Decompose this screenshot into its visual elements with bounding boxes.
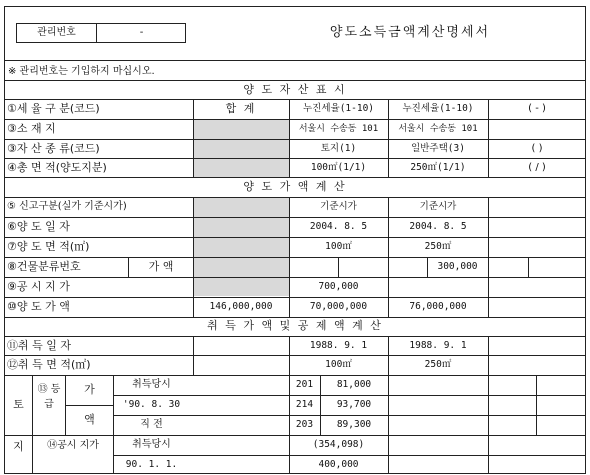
row-acq-date-c1: 1988. 9. 1: [309, 340, 368, 351]
grade-code-2: 214: [295, 399, 314, 410]
grade-value-1: 81,000: [336, 379, 372, 390]
row-transfer-area-c1: 100㎡: [325, 241, 352, 252]
section-acquisition-title: 취 득 가 액 및 공 제 액 계 산: [207, 319, 383, 332]
row-acq-area-label: ⑫취 득 면 적(㎡): [7, 358, 91, 371]
row-tax-rate-total: 합 계: [225, 102, 257, 115]
row-total-area-c3: ( / ): [528, 162, 546, 173]
public-price-v2: 400,000: [318, 459, 359, 470]
row-report-type-c2: 기준시가: [419, 201, 457, 212]
section-transfer-title: 양 도 가 액 계 산: [243, 180, 347, 193]
row-location-c2: 서울시 수송동 101: [398, 124, 478, 134]
row-transfer-price-c2: 76,000,000: [409, 301, 467, 312]
note: ※ 관리번호는 기입하지 마십시오.: [8, 66, 155, 77]
land-label-bottom: 지: [13, 440, 24, 453]
row-tax-rate-c1: 누진세율(1-10): [302, 103, 375, 114]
grade-aek: 액: [84, 413, 95, 426]
row-transfer-date-c1: 2004. 8. 5: [309, 221, 368, 232]
row-total-area-c1: 100㎡(1/1): [310, 162, 367, 173]
row-acq-date-label: ⑪취 득 일 자: [7, 339, 71, 352]
row-asset-type-c2: 일반주택(3): [411, 143, 465, 154]
grade-acq-when: 취득당시: [132, 379, 171, 390]
row-tax-rate-label: ①세 율 구 분(코드): [7, 102, 100, 115]
row-transfer-price-total: 146,000,000: [209, 301, 273, 312]
row-acq-area-c2: 250㎡: [424, 359, 452, 370]
public-acq-when: 취득당시: [132, 439, 171, 450]
grade-ga: 가: [84, 383, 95, 396]
row-transfer-date-c2: 2004. 8. 5: [409, 221, 467, 232]
row-asset-type-label: ③자 산 종 류(코드): [7, 142, 100, 155]
land-label-top: 토: [13, 398, 24, 411]
row-acq-area-c1: 100㎡: [325, 359, 352, 370]
row-location-label: ③소 재 지: [7, 122, 56, 135]
row-asset-type-c3: ( ): [531, 143, 543, 154]
grade-value-3: 89,300: [336, 419, 372, 430]
row-location-c1: 서울시 수송동 101: [298, 124, 379, 134]
grade-code-3: 203: [295, 419, 314, 430]
grade-label: ⑬ 등 급: [37, 384, 61, 410]
form-title: 양도소득금액계산명세서: [329, 25, 491, 40]
row-transfer-price-c1: 70,000,000: [309, 301, 368, 312]
row-public-price-label: ⑨공 시 지 가: [7, 280, 70, 293]
row-total-area-label: ④총 면 적(양도지분): [7, 161, 107, 174]
row-tax-rate-c3: ( - ): [528, 103, 546, 114]
row-transfer-area-c2: 250㎡: [424, 241, 452, 252]
row-transfer-date-label: ⑥양 도 일 자: [7, 220, 70, 233]
row-building-class-c2: 300,000: [437, 261, 478, 272]
section-asset-title: 양 도 자 산 표 시: [243, 83, 347, 96]
total-column-shade-1: [193, 120, 289, 177]
row-acq-date-c2: 1988. 9. 1: [409, 340, 467, 351]
grade-date-90: '90. 8. 30: [122, 399, 181, 410]
row-transfer-price-label: ⑩양 도 가 액: [7, 300, 70, 313]
row-total-area-c2: 250㎡(1/1): [410, 162, 466, 173]
row-report-type-label: ⑤ 신고구분(실가 기준시가): [7, 201, 127, 212]
mgmt-number-label: 관리번호: [37, 27, 76, 38]
row-report-type-c1: 기준시가: [320, 201, 357, 212]
grade-jikjeon: 직 전: [140, 419, 163, 430]
row-public-price-c1: 700,000: [318, 281, 359, 292]
row-transfer-area-label: ⑦양 도 면 적(㎡): [7, 240, 90, 253]
row-building-class-label: ⑧건물분류번호: [7, 260, 81, 273]
row-building-class-label2: 가 액: [148, 260, 174, 273]
mgmt-number-value: -: [139, 27, 144, 38]
grade-value-2: 93,700: [336, 399, 372, 410]
grade-code-1: 201: [295, 379, 314, 390]
total-column-shade-2: [193, 198, 289, 296]
public-price-label: ⑭공시 지가: [47, 440, 99, 451]
row-asset-type-c1: 토지(1): [320, 143, 357, 154]
row-tax-rate-c2: 누진세율(1-10): [402, 103, 474, 114]
public-date-901: 90. 1. 1.: [125, 459, 178, 470]
public-price-v1: (354,098): [312, 439, 365, 450]
